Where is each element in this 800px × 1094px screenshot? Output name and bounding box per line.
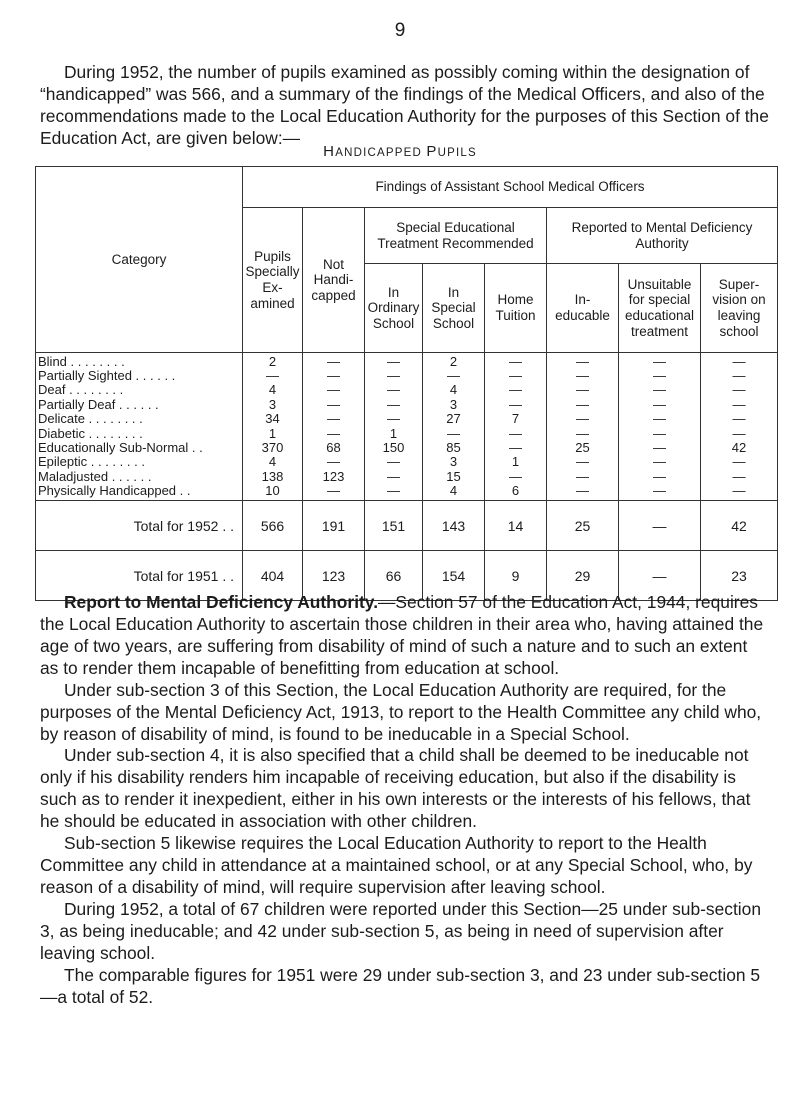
page-number: 9 [394, 20, 406, 41]
row-category: Delicate . . . . . . . . [36, 412, 243, 426]
cell: 143 [423, 501, 485, 551]
cell: 150 [365, 441, 423, 455]
cell: — [243, 369, 303, 383]
report-paragraph-2: Under sub-section 3 of this Section, the Local Education Authority are required, for the purposes of the Mental Deficiency Act, 1913, to report to the Health Committee any child who, by reason of disability of mind, is found to be ineducable in a Special School. [40, 679, 762, 744]
cell: 27 [423, 412, 485, 426]
cell: — [701, 455, 778, 469]
handicapped-pupils-table [35, 166, 778, 601]
cell: — [365, 353, 423, 370]
cell: 14 [485, 501, 547, 551]
cell: — [547, 455, 619, 469]
cell: — [547, 398, 619, 412]
cell: 34 [243, 412, 303, 426]
cell: — [619, 369, 701, 383]
cell: 68 [303, 441, 365, 455]
cell: — [485, 470, 547, 484]
cell: 3 [243, 398, 303, 412]
table-row [36, 441, 778, 455]
cell: 566 [243, 501, 303, 551]
cell: — [619, 441, 701, 455]
table-row [36, 470, 778, 484]
cell: 3 [423, 455, 485, 469]
cell: — [547, 470, 619, 484]
row-category: Epileptic . . . . . . . . [36, 455, 243, 469]
cell: — [547, 484, 619, 501]
cell: — [485, 369, 547, 383]
cell: 1 [485, 455, 547, 469]
table-row [36, 369, 778, 383]
row-category: Deaf . . . . . . . . [36, 383, 243, 397]
table-row [36, 353, 778, 370]
cell: — [303, 353, 365, 370]
cell: 4 [423, 484, 485, 501]
report-heading: Report to Mental Deficiency Authority. [64, 592, 379, 612]
cell: — [365, 412, 423, 426]
cell: — [485, 383, 547, 397]
cell: 370 [243, 441, 303, 455]
cell: — [485, 427, 547, 441]
row-category: Physically Handicapped . . [36, 484, 243, 501]
cell: — [365, 398, 423, 412]
section-title-initial: H [323, 143, 336, 160]
cell: — [303, 412, 365, 426]
cell: 6 [485, 484, 547, 501]
table-row [36, 427, 778, 441]
cell: 42 [701, 441, 778, 455]
header-category: Category [36, 167, 243, 353]
cell: — [303, 455, 365, 469]
cell: — [365, 484, 423, 501]
cell: — [303, 369, 365, 383]
row-category: Maladjusted . . . . . . [36, 470, 243, 484]
cell: 66 [365, 551, 423, 601]
cell: — [619, 484, 701, 501]
cell: 123 [303, 470, 365, 484]
cell: — [701, 398, 778, 412]
report-paragraph-1 [40, 592, 770, 680]
cell: — [547, 369, 619, 383]
report-paragraph-5: During 1952, a total of 67 children were reported under this Section—25 under sub-section 3, as being ineducable; and 42 under sub-section 5, as being in need of supervision after leaving school. [40, 898, 762, 963]
cell: 3 [423, 398, 485, 412]
cell: 15 [423, 470, 485, 484]
cell: — [485, 398, 547, 412]
cell: 9 [485, 551, 547, 601]
cell: — [547, 383, 619, 397]
header-special-educational: Special Educational Treatment Recommended [365, 208, 547, 264]
cell: 10 [243, 484, 303, 501]
cell: — [701, 484, 778, 501]
cell: — [485, 441, 547, 455]
cell: 4 [423, 383, 485, 397]
cell: — [365, 369, 423, 383]
cell: — [619, 427, 701, 441]
cell: — [303, 427, 365, 441]
cell: 42 [701, 501, 778, 551]
cell: 85 [423, 441, 485, 455]
total-label: Total for 1951 . . [36, 551, 243, 601]
table-row [36, 398, 778, 412]
cell: — [547, 427, 619, 441]
cell: — [619, 412, 701, 426]
header-not-handicapped: Not Handi- capped [303, 208, 365, 353]
cell: 151 [365, 501, 423, 551]
report-paragraph-1-text: —Section 57 of the Education Act, 1944, requires the Local Education Authority to ascertain those children in their area who, having attained the age of two years, are suffering from disability of mind of such a nature and to such an extent as to render them incapable of benefitting from education at school. [40, 592, 764, 678]
cell: 29 [547, 551, 619, 601]
cell: — [547, 412, 619, 426]
cell: 2 [243, 353, 303, 370]
cell: — [701, 412, 778, 426]
cell: 123 [303, 551, 365, 601]
intro-paragraph: During 1952, the number of pupils examined as possibly coming within the designation of “handicapped” was 566, and a summary of the findings of the Medical Officers, and also of the recommendations made to the Local Education Authority for the purposes of this Section of the Education Act, are given below:— [40, 62, 769, 148]
cell: — [701, 383, 778, 397]
cell: — [619, 501, 701, 551]
cell: 4 [243, 455, 303, 469]
cell: — [619, 353, 701, 370]
cell: 404 [243, 551, 303, 601]
cell: — [485, 353, 547, 370]
cell: — [619, 551, 701, 601]
cell: — [701, 369, 778, 383]
total-label: Total for 1952 . . [36, 501, 243, 551]
header-reported-mda: Reported to Mental Deficiency Authority [547, 208, 778, 264]
cell: — [619, 455, 701, 469]
cell: 1 [365, 427, 423, 441]
header-supervision: Super- vision on leaving school [701, 264, 778, 353]
report-paragraph-6: The comparable figures for 1951 were 29 under sub-section 3, and 23 under sub-section 5—a total of 52. [40, 964, 761, 1007]
cell: 23 [701, 551, 778, 601]
table-row [36, 412, 778, 426]
header-ordinary-school: In Ordinary School [365, 264, 423, 353]
header-unsuitable: Unsuitable for special educational treatment [619, 264, 701, 353]
header-ineducable: In- educable [547, 264, 619, 353]
report-paragraph-3: Under sub-section 4, it is also specified that a child shall be deemed to be ineducable not only if his disability renders him incapable of receiving education, but also if the disability is such as to render it inexpedient, either in his own interests or the interests of his fellows, that he should be educated in association with other children. [40, 745, 751, 832]
header-home-tuition: Home Tuition [485, 264, 547, 353]
header-special-school: In Special School [423, 264, 485, 353]
report-paragraph-4: Sub-section 5 likewise requires the Local Education Authority to report to the Health Committee any child in attendance at a maintained school, or at any Special School, who, by reason of a disability of mind, will require supervision after leaving school. [40, 833, 753, 897]
cell: — [423, 369, 485, 383]
cell: 191 [303, 501, 365, 551]
cell: — [365, 470, 423, 484]
section-title [0, 143, 800, 160]
cell: — [701, 470, 778, 484]
header-examined: Pupils Specially Ex- amined [243, 208, 303, 353]
cell: 25 [547, 441, 619, 455]
row-category: Diabetic . . . . . . . . [36, 427, 243, 441]
cell: 1 [243, 427, 303, 441]
cell: 138 [243, 470, 303, 484]
row-category: Partially Sighted . . . . . . [36, 369, 243, 383]
total-row-1952 [36, 501, 778, 551]
cell: — [423, 427, 485, 441]
cell: — [619, 383, 701, 397]
cell: — [701, 353, 778, 370]
report-section [40, 592, 770, 1009]
cell: 7 [485, 412, 547, 426]
cell: 25 [547, 501, 619, 551]
section-title-rest: ANDICAPPED [335, 147, 427, 159]
row-category: Partially Deaf . . . . . . [36, 398, 243, 412]
cell: — [619, 470, 701, 484]
row-category: Blind . . . . . . . . [36, 353, 243, 370]
cell: — [303, 383, 365, 397]
row-category: Educationally Sub-Normal . . [36, 441, 243, 455]
cell: 154 [423, 551, 485, 601]
table-row [36, 484, 778, 501]
section-title-rest-2: UPILS [437, 147, 477, 159]
cell: — [303, 398, 365, 412]
cell: 4 [243, 383, 303, 397]
cell: — [619, 398, 701, 412]
header-findings: Findings of Assistant School Medical Officers [243, 167, 778, 208]
cell: — [547, 353, 619, 370]
section-title-initial-2: P [426, 143, 438, 160]
cell: — [365, 455, 423, 469]
cell: — [701, 427, 778, 441]
cell: 2 [423, 353, 485, 370]
cell: — [365, 383, 423, 397]
cell: — [303, 484, 365, 501]
table-row [36, 455, 778, 469]
table-row [36, 383, 778, 397]
